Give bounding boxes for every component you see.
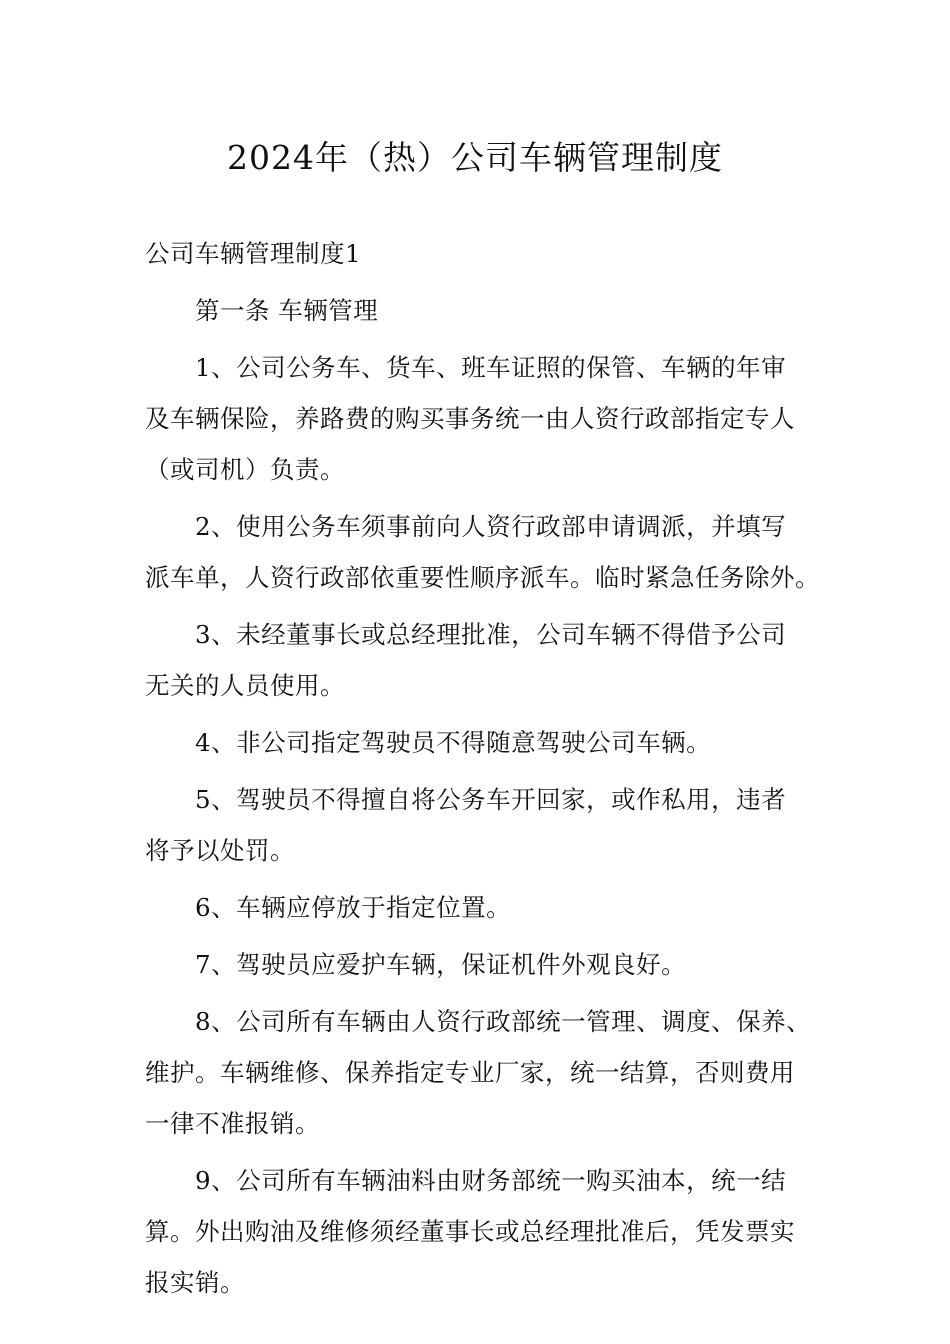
list-item bbox=[145, 342, 825, 495]
paragraph-line: 4、非公司指定驾驶员不得随意驾驶公司车辆。 bbox=[195, 728, 712, 757]
list-item bbox=[145, 996, 825, 1149]
paragraph-line: 一律不准报销。 bbox=[145, 1109, 320, 1138]
list-item bbox=[145, 501, 825, 603]
list-item bbox=[145, 1155, 825, 1308]
paragraph-line: 2、使用公务车须事前向人资行政部申请调派，并填写 bbox=[195, 512, 787, 541]
paragraph-line: 5、驾驶员不得擅自将公务车开回家，或作私用，违者 bbox=[195, 785, 787, 814]
paragraph-line: 无关的人员使用。 bbox=[145, 671, 345, 700]
paragraph-line: 维护。车辆维修、保养指定专业厂家，统一结算，否则费用 bbox=[145, 1058, 795, 1087]
document-body bbox=[145, 228, 825, 1314]
paragraph-line: 算。外出购油及维修须经董事长或总经理批准后，凭发票实 bbox=[145, 1217, 795, 1246]
list-item bbox=[145, 939, 825, 990]
paragraph-line: 1、公司公务车、货车、班车证照的保管、车辆的年审 bbox=[195, 353, 787, 382]
paragraph-line: 9、公司所有车辆油料由财务部统一购买油本，统一结 bbox=[195, 1166, 787, 1195]
list-item bbox=[145, 717, 825, 768]
paragraph-line: 7、驾驶员应爱护车辆，保证机件外观良好。 bbox=[195, 950, 687, 979]
list-item bbox=[145, 609, 825, 711]
paragraph-line: 及车辆保险，养路费的购买事务统一由人资行政部指定专人 bbox=[145, 404, 795, 433]
paragraph-line: 3、未经董事长或总经理批准，公司车辆不得借予公司 bbox=[195, 620, 787, 649]
paragraph-line: （或司机）负责。 bbox=[145, 455, 345, 484]
paragraph-line: 将予以处罚。 bbox=[145, 836, 295, 865]
section-title: 公司车辆管理制度1 bbox=[145, 239, 362, 268]
list-item bbox=[145, 774, 825, 876]
document-title: 2024年（热）公司车辆管理制度 bbox=[227, 138, 723, 177]
article-title: 第一条 车辆管理 bbox=[195, 296, 379, 325]
paragraph-line: 派车单，人资行政部依重要性顺序派车。临时紧急任务除外。 bbox=[145, 563, 820, 592]
paragraph-line: 8、公司所有车辆由人资行政部统一管理、调度、保养、 bbox=[195, 1007, 812, 1036]
list-item bbox=[145, 882, 825, 933]
paragraph-line: 6、车辆应停放于指定位置。 bbox=[195, 893, 512, 922]
paragraph-line: 报实销。 bbox=[145, 1268, 245, 1297]
